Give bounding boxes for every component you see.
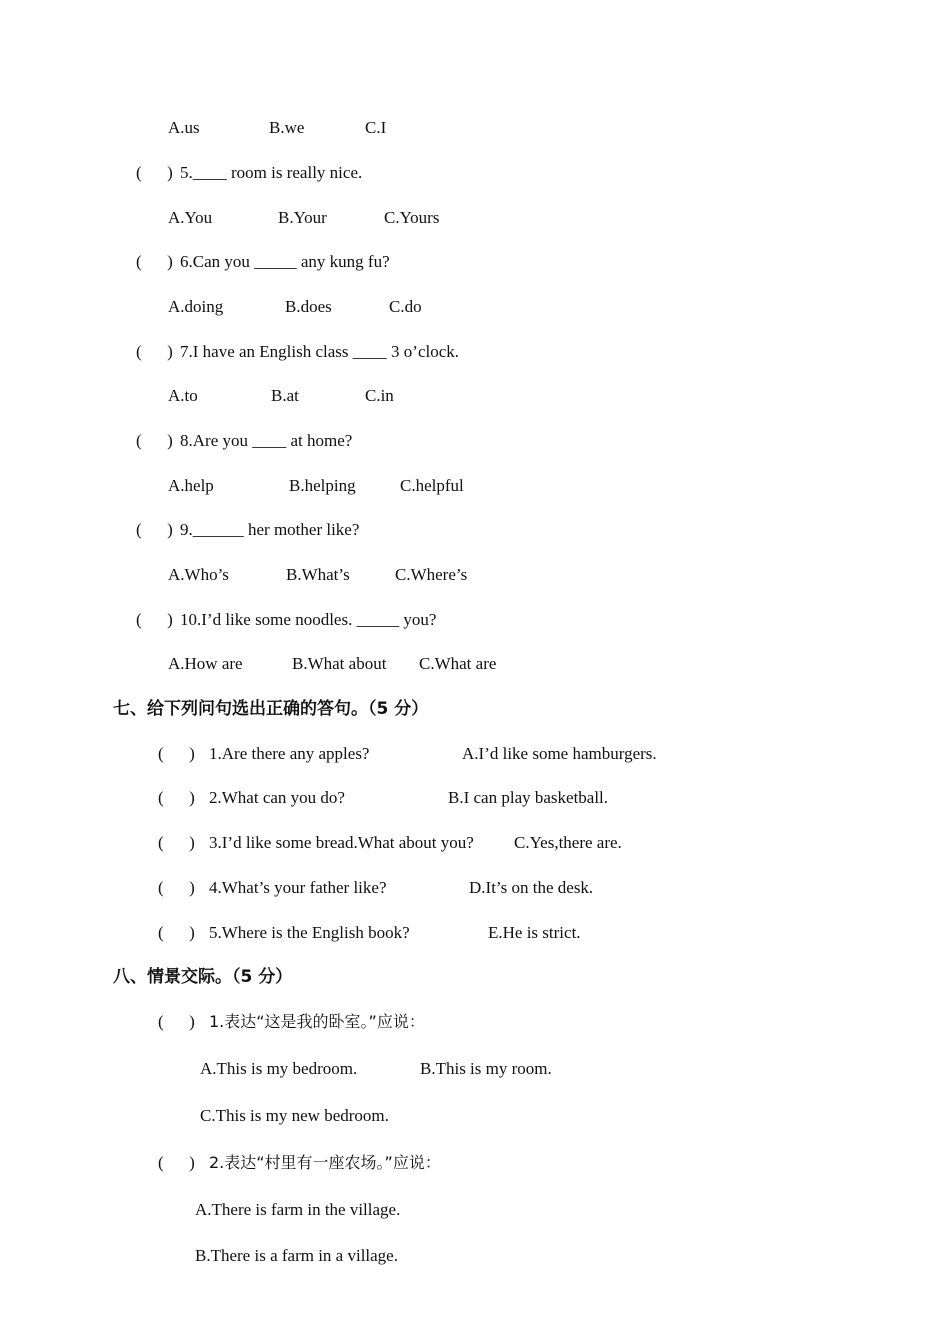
answer-bracket[interactable]: ( ) <box>158 788 195 807</box>
answer-bracket[interactable]: ( ) <box>136 252 173 271</box>
answer-bracket[interactable]: ( ) <box>158 878 195 897</box>
question-text: 1.Are there any apples? <box>209 744 370 763</box>
option-b: B.There is a farm in a village. <box>195 1246 398 1265</box>
section-7-title: 七、给下列问句选出正确的答句。（5 分） <box>113 699 429 719</box>
question-stem: 5.____ room is really nice. <box>180 163 363 182</box>
option-c: C.What are <box>419 654 497 673</box>
question-text: 5.Where is the English book? <box>209 923 410 942</box>
option-a: A.help <box>168 476 214 495</box>
question-stem: 9.______ her mother like? <box>180 520 360 539</box>
option-b: B.Your <box>278 208 327 227</box>
answer-bracket[interactable]: ( ) <box>136 610 173 629</box>
option-c: C.do <box>389 297 422 316</box>
option-c: C.Yours <box>384 208 440 227</box>
option-a: A.How are <box>168 654 243 673</box>
q4-option-b: B.we <box>269 118 305 137</box>
answer-bracket[interactable]: ( ) <box>158 923 195 942</box>
option-a: A.Who’s <box>168 565 229 584</box>
option-a: A.There is farm in the village. <box>195 1200 401 1219</box>
question-stem: 7.I have an English class ____ 3 o’clock. <box>180 342 460 361</box>
q4-option-c: C.I <box>365 118 387 137</box>
option-c: C.Where’s <box>395 565 468 584</box>
option-a: A.to <box>168 386 198 405</box>
question-text: 4.What’s your father like? <box>209 878 387 897</box>
option-b: B.What’s <box>286 565 350 584</box>
answer-bracket[interactable]: ( ) <box>158 1012 195 1031</box>
answer-bracket[interactable]: ( ) <box>158 1153 195 1172</box>
option-a: A.doing <box>168 297 224 316</box>
question-stem: 8.Are you ____ at home? <box>180 431 353 450</box>
section-8-title: 八、情景交际。（5 分） <box>113 967 293 987</box>
option-b: B.at <box>271 386 299 405</box>
question-text: 2.What can you do? <box>209 788 345 807</box>
option-c: C.helpful <box>400 476 464 495</box>
question-stem: 6.Can you _____ any kung fu? <box>180 252 390 271</box>
question-text: 3.I’d like some bread.What about you? <box>209 833 474 852</box>
answer-bracket[interactable]: ( ) <box>158 833 195 852</box>
question-stem: 1.表达“这是我的卧室。”应说： <box>209 1012 425 1031</box>
answer-bracket[interactable]: ( ) <box>136 342 173 361</box>
option-c: C.This is my new bedroom. <box>200 1106 389 1125</box>
option-a: A.This is my bedroom. <box>200 1059 358 1078</box>
answer-text: C.Yes,there are. <box>514 833 622 852</box>
option-b: B.This is my room. <box>420 1059 552 1078</box>
answer-text: A.I’d like some hamburgers. <box>462 744 657 763</box>
q4-option-a: A.us <box>168 118 200 137</box>
option-a: A.You <box>168 208 213 227</box>
answer-text: B.I can play basketball. <box>448 788 609 807</box>
option-c: C.in <box>365 386 394 405</box>
answer-bracket[interactable]: ( ) <box>158 744 195 763</box>
option-b: B.helping <box>289 476 356 495</box>
answer-text: E.He is strict. <box>488 923 581 942</box>
answer-text: D.It’s on the desk. <box>469 878 594 897</box>
option-b: B.does <box>285 297 332 316</box>
answer-bracket[interactable]: ( ) <box>136 163 173 182</box>
option-b: B.What about <box>292 654 387 673</box>
answer-bracket[interactable]: ( ) <box>136 520 173 539</box>
question-stem: 10.I’d like some noodles. _____ you? <box>180 610 437 629</box>
answer-bracket[interactable]: ( ) <box>136 431 173 450</box>
question-stem: 2.表达“村里有一座农场。”应说： <box>209 1153 441 1172</box>
